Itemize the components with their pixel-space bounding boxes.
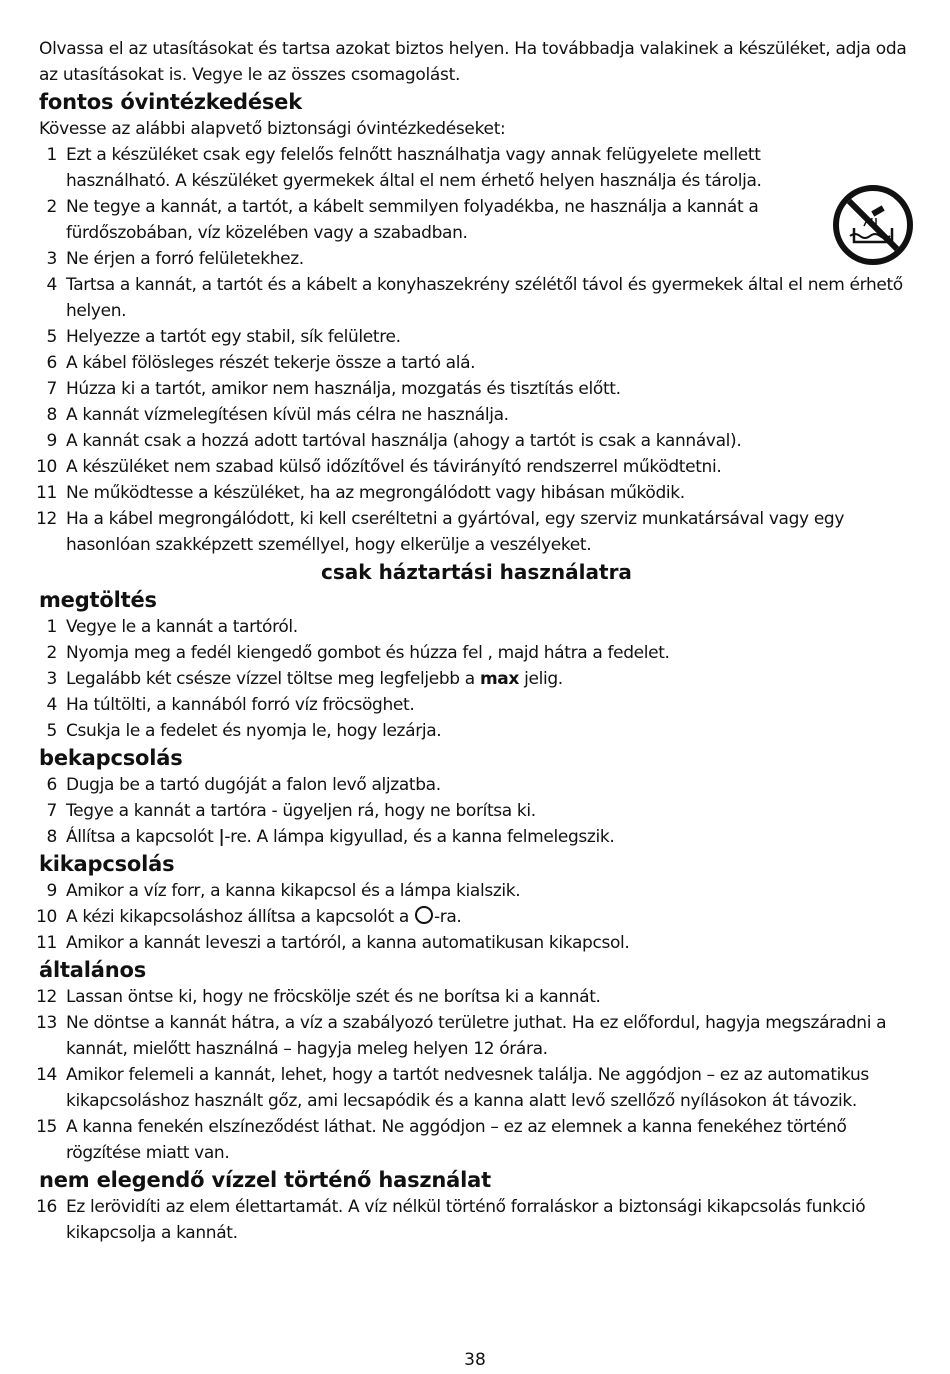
list-item: 6 Dugja be a tartó dugóját a falon levő aljzatba.: [46, 775, 441, 795]
list-item: 4 Tartsa a kannát, a tartót és a kábelt a konyhaszekrény szélétől távol és gyermekek által el nem érhető helyen.: [46, 275, 903, 321]
safety-heading: fontos óvintézkedések: [39, 90, 302, 114]
list-item: 3 Legalább két csésze vízzel töltse meg legfeljebb a max jelig.: [46, 669, 563, 689]
list-item: 11 Ne működtesse a készüléket, ha az megrongálódott vagy hibásan működik.: [36, 483, 685, 503]
list-item: 12 Lassan öntse ki, hogy ne fröcskölje szét és ne borítsa ki a kannát.: [36, 987, 601, 1007]
list-item: 15 A kanna fenekén elszíneződést láthat. Ne aggódjon – ez az elemnek a kanna fenekéhez történő rögzítése miatt van.: [36, 1117, 847, 1163]
list-item: 8 Állítsa a kapcsolót |-re. A lámpa kigyullad, és a kanna felmelegszik.: [46, 827, 615, 847]
no-water-immersion-icon: [832, 184, 914, 266]
household-use-notice: csak háztartási használatra: [321, 560, 632, 584]
filling-heading: megtöltés: [39, 588, 157, 612]
list-item: 3 Ne érjen a forró felületekhez.: [46, 249, 304, 269]
list-item: 9 A kannát csak a hozzá adott tartóval használja (ahogy a tartót is csak a kannával).: [46, 431, 742, 451]
switch-off-heading: kikapcsolás: [39, 852, 175, 876]
safety-lead: Kövesse az alábbi alapvető biztonsági óvintézkedéseket:: [39, 119, 506, 139]
intro-paragraph: Olvassa el az utasításokat és tartsa azokat biztos helyen. Ha továbbadja valakinek a készüléket, adja oda az utasításokat is. Vegye le az összes csomagolást.: [39, 39, 907, 85]
filling-list: [39, 614, 914, 744]
list-item: 7 Tegye a kannát a tartóra - ügyeljen rá, hogy ne borítsa ki.: [46, 801, 536, 821]
list-item: 7 Húzza ki a tartót, amikor nem használja, mozgatás és tisztítás előtt.: [46, 379, 621, 399]
list-item: 5 Csukja le a fedelet és nyomja le, hogy lezárja.: [46, 721, 442, 741]
document-page: [36, 36, 914, 1246]
on-symbol-icon: |: [218, 827, 225, 847]
list-item: 1 Ezt a készüléket csak egy felelős felnőtt használhatja vagy annak felügyelete mellett használható. A készüléket gyermekek által el nem érhető helyen használja és tárolja.: [46, 145, 762, 191]
list-item: 16 Ez lerövidíti az elem élettartamát. A víz nélkül történő forraláskor a biztonsági kikapcsolás funkció kikapcsolja a kannát.: [36, 1197, 866, 1243]
general-heading: általános: [39, 958, 147, 982]
switch-off-list: [36, 878, 914, 956]
list-item: 14 Amikor felemeli a kannát, lehet, hogy a tartót nedvesnek találja. Ne aggódjon – ez az automatikus kikapcsoláshoz használt gőz, ami lecsapódik és a kanna alatt levő szellőző nyílásokon át távozik.: [36, 1065, 869, 1111]
page-number: 38: [464, 1350, 486, 1370]
low-water-heading: nem elegendő vízzel történő használat: [39, 1168, 491, 1192]
low-water-list: [36, 1194, 914, 1246]
list-item: 6 A kábel fölösleges részét tekerje össze a tartó alá.: [46, 353, 476, 373]
switch-on-heading: bekapcsolás: [39, 746, 183, 770]
list-item: 8 A kannát vízmelegítésen kívül más célra ne használja.: [46, 405, 509, 425]
off-symbol-icon: [415, 906, 433, 924]
list-item: 11 Amikor a kannát leveszi a tartóról, a kanna automatikusan kikapcsol.: [36, 933, 630, 953]
safety-list: [36, 142, 914, 558]
max-mark-label: max: [479, 669, 520, 689]
list-item: 4 Ha túltölti, a kannából forró víz fröcsöghet.: [46, 695, 415, 715]
list-item: 12 Ha a kábel megrongálódott, ki kell cseréltetni a gyártóval, egy szerviz munkatársával vagy egy hasonlóan szakképzett személlyel, hogy elkerülje a veszélyeket.: [36, 509, 845, 555]
list-item: 10 A kézi kikapcsoláshoz állítsa a kapcsolót a -ra.: [36, 907, 462, 927]
list-item: 9 Amikor a víz forr, a kanna kikapcsol és a lámpa kialszik.: [46, 881, 521, 901]
list-item: 5 Helyezze a tartót egy stabil, sík felületre.: [46, 327, 401, 347]
list-item: 1 Vegye le a kannát a tartóról.: [46, 617, 298, 637]
list-item: 13 Ne döntse a kannát hátra, a víz a szabályozó területre juthat. Ha ez előfordul, hagyja megszáradni a kannát, mielőtt használná – hagyja meleg helyen 12 órára.: [36, 1013, 887, 1059]
list-item: 10 A készüléket nem szabad külső időzítővel és távirányító rendszerrel működtetni.: [36, 457, 722, 477]
list-item: 2 Nyomja meg a fedél kiengedő gombot és húzza fel , majd hátra a fedelet.: [46, 643, 670, 663]
switch-on-list: [39, 772, 914, 850]
general-list: [36, 984, 914, 1166]
list-item: 2 Ne tegye a kannát, a tartót, a kábelt semmilyen folyadékba, ne használja a kannát a fürdőszobában, víz közelében vagy a szabadban.: [46, 197, 759, 243]
